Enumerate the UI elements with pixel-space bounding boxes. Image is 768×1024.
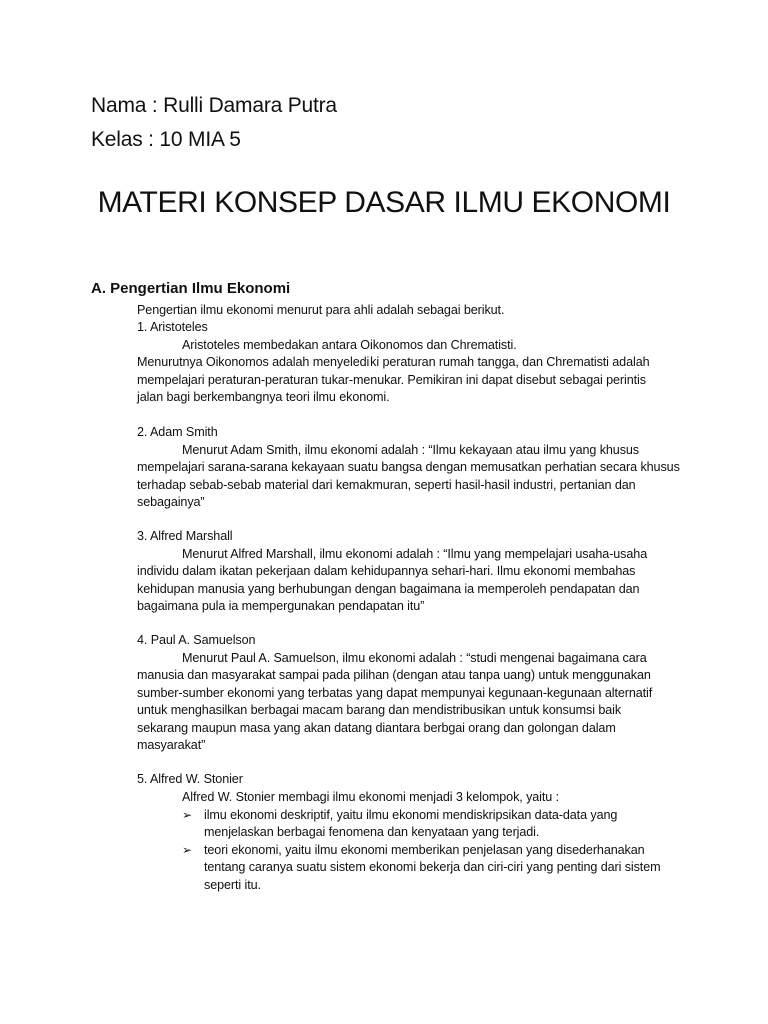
arrowhead-bullet-icon: ➢	[182, 843, 193, 857]
section-intro: Pengertian ilmu ekonomi menurut para ahli adalah sebagai berikut.	[137, 303, 505, 317]
paragraph-line: kehidupan manusia yang berhubungan dengan bagaimana ia memperoleh pendapatan dan	[137, 582, 640, 596]
document-title: MATERI KONSEP DASAR ILMU EKONOMI	[97, 186, 671, 219]
student-class: Kelas : 10 MIA 5	[91, 128, 241, 151]
paragraph-line: Aristoteles membedakan antara Oikonomos dan Chrematisti.	[182, 338, 517, 352]
paragraph-line: sumber-sumber ekonomi yang terbatas yang dapat mempunyai kegunaan-kegunaan alternatif	[137, 686, 653, 700]
paragraph-line: Menurut Alfred Marshall, ilmu ekonomi adalah : “Ilmu yang mempelajari usaha-usaha	[182, 547, 648, 561]
paragraph-line: terhadap sebab-sebab material dari kemakmuran, seperti hasil-hasil industri, pertanian dan	[137, 478, 636, 492]
bullet-line: seperti itu.	[204, 878, 261, 892]
paragraph-line: bagaimana pula ia mempergunakan pendapatan itu”	[137, 599, 425, 613]
bullet-line: menjelaskan berbagai fenomena dan kenyataan yang terjadi.	[204, 825, 540, 839]
paragraph-line: masyarakat”	[137, 738, 206, 752]
paragraph-line: Menurutnya Oikonomos adalah menyeledi ki peraturan rumah tangga, dan Chrematisti adalah	[137, 355, 650, 369]
paragraph-line: individu dalam ikatan pekerjaan dalam kehidupannya sehari-hari. Ilmu ekonomi membahas	[137, 564, 636, 578]
paragraph-line: Menurut Adam Smith, ilmu ekonomi adalah : “Ilmu kekayaan atau ilmu yang khusus	[182, 443, 640, 457]
arrowhead-bullet-icon: ➢	[182, 808, 193, 822]
item-heading: 5. Alfred W. Stonier	[137, 772, 243, 786]
bullet-line: ilmu ekonomi deskriptif, yaitu ilmu ekonomi mendiskripsikan data-data yang	[204, 808, 618, 822]
item-heading: 2. Adam Smith	[137, 425, 218, 439]
bullet-line: teori ekonomi, yaitu ilmu ekonomi memberikan penjelasan yang disederhanakan	[204, 843, 645, 857]
paragraph-line: untuk menghasilkan berbagai macam barang dan mendistribusikan untuk konsumsi baik	[137, 703, 622, 717]
item-heading: 3. Alfred Marshall	[137, 529, 233, 543]
paragraph-line: manusia dan masyarakat sampai pada pilihan (dengan atau tanpa uang) untuk menggunakan	[137, 668, 651, 682]
paragraph-line: jalan bagi berkembangnya teori ilmu ekonomi.	[137, 390, 390, 404]
paragraph-line: mempelajari peraturan-peraturan tukar-menukar. Pemikiran ini dapat disebut sebagai perintis	[137, 373, 646, 387]
paragraph-line: Alfred W. Stonier membagi ilmu ekonomi menjadi 3 kelompok, yaitu :	[182, 790, 559, 804]
section-heading: A. Pengertian Ilmu Ekonomi	[91, 280, 291, 297]
paragraph-line: mempelajari sarana-sarana kekayaan suatu bangsa dengan memusatkan perhatian secara khusus	[137, 460, 680, 474]
paragraph-line: Menurut Paul A. Samuelson, ilmu ekonomi adalah : “studi mengenai bagaimana cara	[182, 651, 647, 665]
paragraph-line: sekarang maupun masa yang akan datang diantara berbgai orang dan golongan dalam	[137, 721, 616, 735]
student-name: Nama : Rulli Damara Putra	[91, 94, 337, 117]
item-heading: 1. Aristoteles	[137, 320, 208, 334]
item-heading: 4. Paul A. Samuelson	[137, 633, 256, 647]
bullet-line: tentang caranya suatu sistem ekonomi bekerja dan ciri-ciri yang penting dari sistem	[204, 860, 661, 874]
paragraph-line: sebagainya”	[137, 495, 205, 509]
